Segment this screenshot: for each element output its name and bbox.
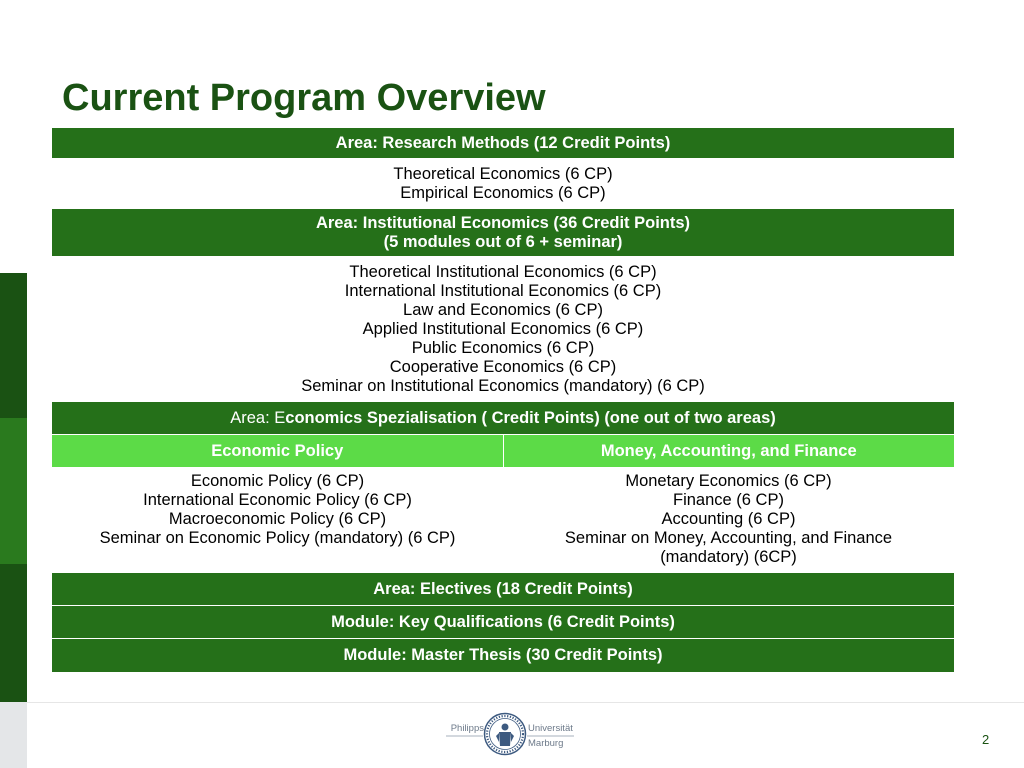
list-item: Applied Institutional Economics (6 CP) <box>362 320 644 338</box>
list-item: Law and Economics (6 CP) <box>403 301 603 319</box>
list-item: International Institutional Economics (6 CP) <box>344 282 662 300</box>
svg-text:Marburg: Marburg <box>528 738 564 749</box>
list-item: Seminar on Institutional Economics (mandatory) (6 CP) <box>301 377 705 395</box>
institutional-economics-header: Area: Institutional Economics (36 Credit Points) (5 modules out of 6 + seminar) <box>52 209 954 257</box>
list-item: Macroeconomic Policy (6 CP) <box>168 510 387 528</box>
left-accent-bar-2 <box>0 418 27 564</box>
page-number: 2 <box>982 732 990 747</box>
list-item: Seminar on Money, Accounting, and Finance <box>564 529 893 547</box>
economic-policy-list <box>52 472 503 548</box>
list-item: Seminar on Economic Policy (mandatory) (6 CP) <box>99 529 456 547</box>
money-accounting-finance-subheader: Money, Accounting, and Finance <box>503 435 955 467</box>
slide-title: Current Program Overview <box>62 77 546 119</box>
money-accounting-finance-list <box>503 472 954 567</box>
electives-header: Area: Electives (18 Credit Points) <box>52 573 954 606</box>
list-item: Public Economics (6 CP) <box>411 339 595 357</box>
list-item: Empirical Economics (6 CP) <box>400 184 606 202</box>
specialisation-subheaders <box>52 435 954 467</box>
key-qualifications-header: Module: Key Qualifications (6 Credit Points) <box>52 606 954 639</box>
specialisation-body <box>52 467 954 573</box>
program-table <box>52 128 954 672</box>
list-item: Accounting (6 CP) <box>661 510 796 528</box>
svg-text:Universität: Universität <box>528 723 573 734</box>
list-item: International Economic Policy (6 CP) <box>143 491 412 509</box>
institutional-economics-body <box>52 257 954 402</box>
list-item: Finance (6 CP) <box>673 491 784 509</box>
economic-policy-subheader: Economic Policy <box>52 435 503 467</box>
left-accent-bar-1 <box>0 273 27 418</box>
left-accent-bar-4 <box>0 702 27 768</box>
list-item: Economic Policy (6 CP) <box>190 472 365 490</box>
list-item: Monetary Economics (6 CP) <box>625 472 832 490</box>
footer-divider <box>27 702 1024 703</box>
master-thesis-header: Module: Master Thesis (30 Credit Points) <box>52 639 954 672</box>
list-item: Theoretical Institutional Economics (6 CP) <box>349 263 657 281</box>
research-methods-body <box>52 159 954 209</box>
list-item: Theoretical Economics (6 CP) <box>393 165 613 183</box>
list-item: (mandatory) (6CP) <box>660 548 797 566</box>
specialisation-header: Area: Economics Spezialisation ( Credit Points) (one out of two areas) <box>52 402 954 435</box>
research-methods-header: Area: Research Methods (12 Credit Points) <box>52 128 954 159</box>
university-logo <box>446 712 576 758</box>
svg-text:Philipps: Philipps <box>450 723 484 734</box>
left-accent-bar-3 <box>0 564 27 702</box>
list-item: Cooperative Economics (6 CP) <box>389 358 617 376</box>
